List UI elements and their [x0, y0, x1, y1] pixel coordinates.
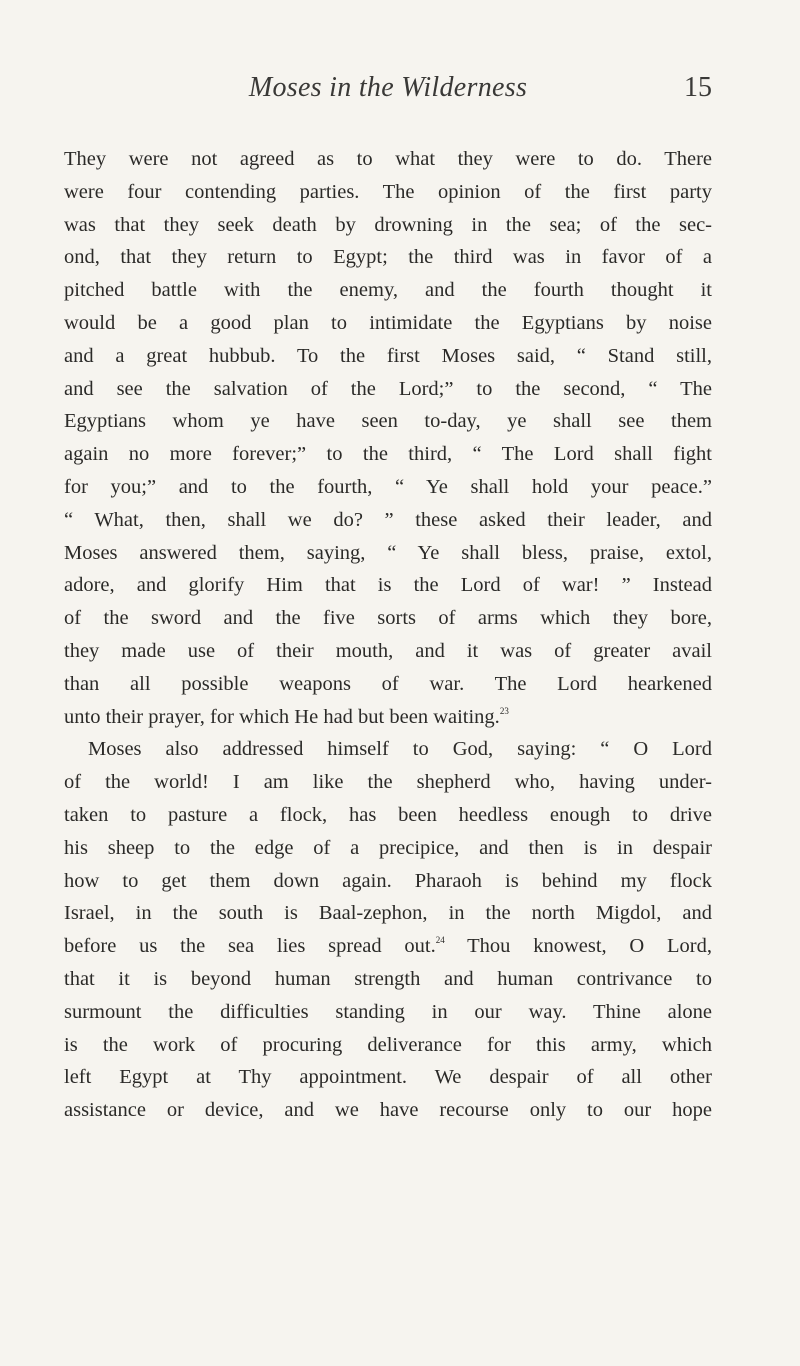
text-line: adore, and glorify Him that is the Lord of war! ” Instead [64, 574, 712, 597]
footnote-ref-23: 23 [499, 705, 509, 716]
text-line: taken to pasture a flock, has been heedless enough to drive [64, 803, 712, 826]
text-line: and see the salvation of the Lord;” to the second, “ The [64, 377, 712, 400]
text-line: how to get them down again. Pharaoh is behind my flock [64, 869, 712, 892]
text-line: Egyptians whom ye have seen to-day, ye shall see them [64, 410, 712, 433]
text-line: that it is beyond human strength and human contrivance to [64, 967, 712, 990]
text-line: his sheep to the edge of a precipice, and then is in despair [64, 836, 712, 859]
text-line: is the work of procuring deliverance for this army, which [64, 1033, 712, 1056]
text-line: “ What, then, shall we do? ” these asked their leader, and [64, 508, 712, 531]
text-line: would be a good plan to intimidate the Egyptians by noise [64, 311, 712, 334]
text-line: of the sword and the five sorts of arms which they bore, [64, 607, 712, 630]
text-line: was that they seek death by drowning in the sea; of the sec- [64, 213, 712, 236]
text-line: ond, that they return to Egypt; the third was in favor of a [64, 246, 712, 269]
text-line: Moses also addressed himself to God, saying: “ O Lord [88, 738, 712, 761]
running-title: Moses in the Wilderness [248, 72, 528, 103]
text-line: again no more forever;” to the third, “ The Lord shall fight [64, 443, 712, 466]
text-line: assistance or device, and we have recourse only to our hope [64, 1099, 712, 1122]
text-line: of the world! I am like the shepherd who, having under- [64, 771, 712, 794]
text-line: pitched battle with the enemy, and the fourth thought it [64, 279, 712, 302]
text-segment: before us the sea lies spread out. [64, 935, 436, 958]
text-segment: Thou knowest, O Lord, [467, 935, 712, 958]
text-line: they made use of their mouth, and it was of greater avail [64, 639, 712, 662]
text-line: Moses answered them, saying, “ Ye shall bless, praise, extol, [64, 541, 712, 564]
running-head [64, 72, 712, 112]
book-page [64, 72, 712, 1127]
text-line: for you;” and to the fourth, “ Ye shall hold your peace.” [64, 475, 712, 498]
text-line-with-footnote [64, 701, 712, 734]
footnote-ref-24: 24 [435, 935, 445, 946]
text-line: Israel, in the south is Baal-zephon, in the north Migdol, and [64, 902, 712, 925]
body-text [64, 143, 712, 1127]
text-line: than all possible weapons of war. The Lord hearkened [64, 672, 712, 695]
page-number: 15 [684, 72, 712, 103]
text-line-with-footnote [64, 930, 712, 963]
text-line: and a great hubbub. To the first Moses said, “ Stand still, [64, 344, 712, 367]
text-line: surmount the difficulties standing in our way. Thine alone [64, 1000, 712, 1023]
text-line: left Egypt at Thy appointment. We despair of all other [64, 1066, 712, 1089]
text-line: were four contending parties. The opinion of the first party [64, 180, 712, 203]
text-segment: unto their prayer, for which He had but been waiting. [64, 705, 500, 728]
text-line: They were not agreed as to what they were to do. There [64, 148, 712, 170]
